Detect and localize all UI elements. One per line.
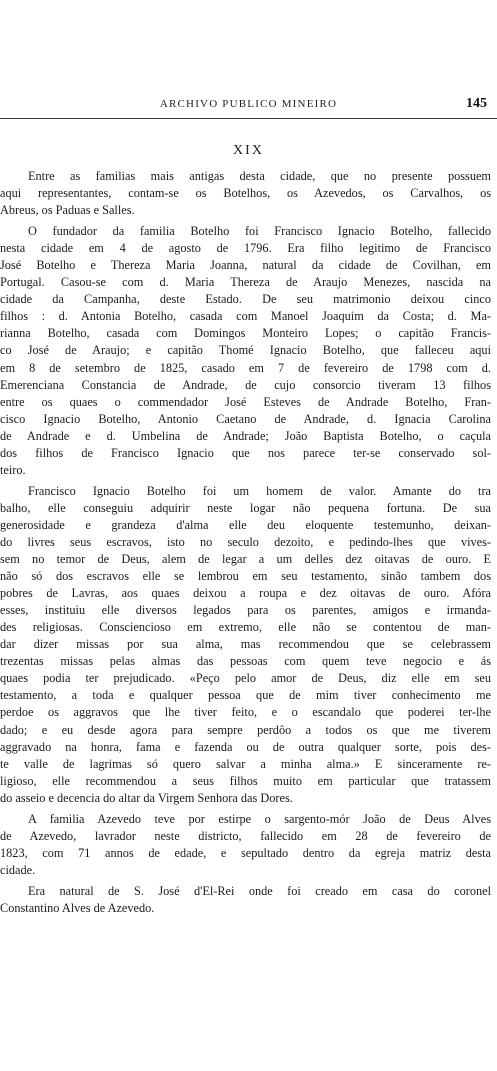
- text-line: dar dizer missas por sua alma, mas recommendou que se celebrassem: [0, 637, 491, 652]
- text-line: do livres seus escravos, isto no seculo dezoito, e pedindo-lhes que vives-: [0, 534, 491, 549]
- text-line: teiro.: [0, 462, 26, 477]
- text-line: Portugal. Casou-se com d. Maria Thereza de Araujo Menezes, nascida na: [0, 275, 491, 290]
- body-text: [0, 168, 497, 917]
- text-line: Francisco Ignacio Botelho foi um homem de valor. Amante do tra: [28, 483, 491, 498]
- text-line: cisco Ignacio Botelho, Antonio Caetano de Andrade, d. Ignacia Carolina: [0, 411, 491, 426]
- text-line: cidade.: [0, 862, 36, 877]
- text-line: perdoe os aggravos que lhe tiver feito, e o escandalo que poderei ter-lhe: [0, 705, 491, 720]
- text-line: O fundador da familia Botelho foi Francisco Ignacio Botelho, fallecido: [28, 224, 491, 239]
- text-line: A familia Azevedo teve por estirpe o sargento-mór João de Deus Alves: [28, 811, 491, 826]
- text-line: filhos : d. Antonia Botelho, casada com Manoel Joaquim da Costa; d. Ma-: [0, 309, 491, 324]
- page-header: [0, 96, 497, 118]
- text-line: des religiosas. Consciencioso em extremo, elle não se contentou de man-: [0, 620, 491, 635]
- text-line: de Azevedo, lavrador neste districto, fallecido em 28 de fevereiro de: [0, 828, 491, 843]
- text-line: Constantino Alves de Azevedo.: [0, 900, 155, 915]
- running-title: ARCHIVO PUBLICO MINEIRO: [159, 98, 338, 110]
- text-line: Emerenciana Constancia de Andrade, de cujo consorcio tiveram 13 filhos: [0, 377, 491, 392]
- text-line: generosidade e grandeza d'alma elle deu eloquente testemunho, deixan-: [0, 517, 491, 532]
- text-line: em 8 de setembro de 1825, casado em 7 de fevereiro de 1798 com d.: [0, 360, 491, 375]
- text-line: te valle de lagrimas só quero salvar a minha alma.» E sinceramente re-: [0, 756, 491, 771]
- text-line: ligioso, elle recommendou a seus filhos muito em particular que tratassem: [0, 773, 491, 788]
- text-line: dado; e eu desde agora para sempre perdôo a todos os que me tiverem: [0, 722, 491, 737]
- text-line: nesta cidade em 4 de agosto de 1796. Era filho legitimo de Francisco: [0, 241, 491, 256]
- text-line: sem no temor de Deus, alem de legar a um delles dez oitavas de ouro. E: [0, 552, 491, 567]
- text-line: balho, elle conseguiu adquirir neste logar não pequena fortuna. De sua: [0, 500, 491, 515]
- text-line: co José de Araujo; e capitão Thomé Ignacio Botelho, que falleceu aqui: [0, 343, 491, 358]
- section-heading: XIX: [233, 143, 264, 158]
- text-line: aggravado na honra, fama e fazenda ou de outra qualquer sorte, pois des-: [0, 739, 491, 754]
- page-number: 145: [466, 96, 487, 111]
- text-line: cidade da Campanha, deste Estado. De seu matrimonio deixou cinco: [0, 292, 491, 307]
- text-line: do asseio e decencia do altar da Virgem Senhora das Dores.: [0, 790, 293, 805]
- text-line: de Andrade e d. Umbelina de Andrade; João Baptista Botelho, o caçula: [0, 428, 491, 443]
- text-line: Abreus, os Paduas e Salles.: [0, 203, 135, 218]
- text-line: trezentas missas pelas almas das pessoas com quem teve negocio e ás: [0, 654, 491, 669]
- text-line: Era natural de S. José d'El-Rei onde foi creado em casa do coronel: [28, 883, 491, 898]
- text-line: rianna Botelho, casada com Domingos Monteiro Lopes; o capitão Francis-: [0, 326, 491, 341]
- text-line: pobres de Lavras, aos quaes deixou a roupa e dez oitavas de ouro. Afóra: [0, 586, 491, 601]
- text-line: testamento, a toda e qualquer pessoa que de mim tiver conhecimento me: [0, 688, 491, 703]
- header-rule: [0, 118, 497, 119]
- text-line: dos filhos de Francisco Ignacio que nos parece ter-se conservado sol-: [0, 445, 491, 460]
- text-line: não só dos escravos elle se lembrou em seu testamento, sinão tambem dos: [0, 569, 491, 584]
- text-line: entre os quaes o commendador José Esteves de Andrade Botelho, Fran-: [0, 394, 491, 409]
- text-line: aqui representantes, contam-se os Botelhos, os Azevedos, os Carvalhos, os: [0, 186, 491, 201]
- text-line: quaes podia ter prejudicado. «Peço pelo amor de Deus, diz elle em seu: [0, 671, 491, 686]
- text-line: esses, instituiu elle diversos legados para os parentes, amigos e irmanda-: [0, 603, 491, 618]
- text-line: Entre as familias mais antigas desta cidade, que no presente possuem: [28, 169, 491, 183]
- text-line: 1823, com 71 annos de edade, e sepultado dentro da egreja matriz desta: [0, 845, 491, 860]
- text-line: José Botelho e Thereza Maria Joanna, natural da cidade de Covilhan, em: [0, 258, 491, 273]
